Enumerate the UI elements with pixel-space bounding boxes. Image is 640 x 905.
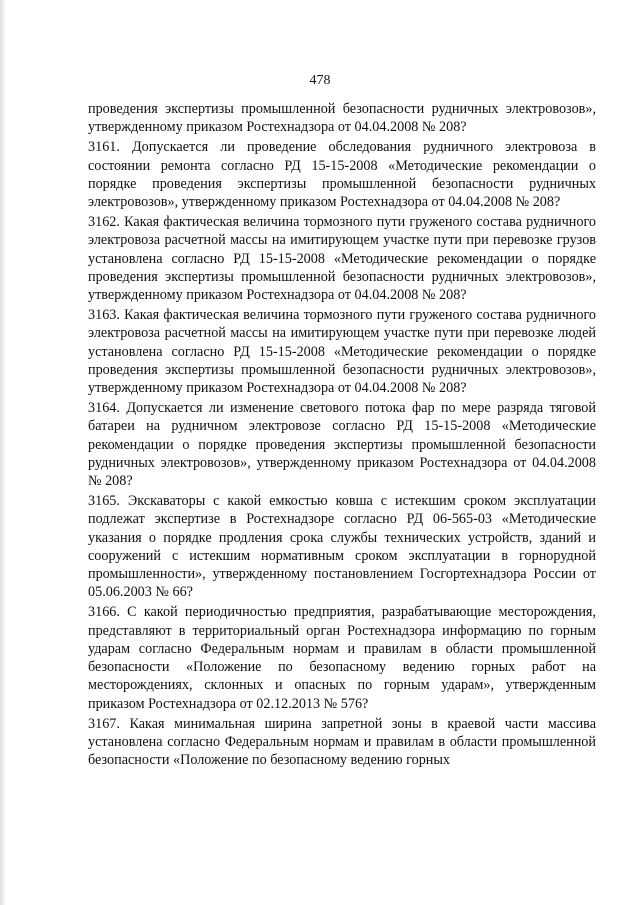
question-3162: 3162. Какая фактическая величина тормозного пути груженого состава рудничного электровоза расчетной массы на имитирующем участке пути при перевозке грузов установлена согласно РД 15-15-2008 «Методические рекомендации о порядке проведения экспертизы промышленной безопасности рудничных электровозов», утвержденному приказом Ростехнадзора от 04.04.2008 № 208? [88,214,596,304]
document-body [88,100,596,769]
continued-paragraph: проведения экспертизы промышленной безопасности рудничных электровозов», утвержденному приказом Ростехнадзора от 04.04.2008 № 208? [88,101,596,136]
question-3164: 3164. Допускается ли изменение светового потока фар по мере разряда тяговой батареи на рудничном электровозе согласно РД 15-15-2008 «Методические рекомендации о порядке проведения экспертизы промышленной безопасности рудничных электровозов», утвержденному приказом Ростехнадзора от 04.04.2008 № 208? [88,400,596,490]
scan-edge-shadow [0,0,6,905]
question-3166: 3166. С какой периодичностью предприятия, разрабатывающие месторождения, представляют в территориальный орган Ростехнадзора информацию по горным ударам согласно Федеральным нормам и правилам в области промышленной безопасности «Положение по безопасному ведению горных работ на месторождениях, склонных и опасных по горным ударам», утвержденным приказом Ростехнадзора от 02.12.2013 № 576? [88,604,596,712]
question-3161: 3161. Допускается ли проведение обследования рудничного электровоза в состоянии ремонта согласно РД 15-15-2008 «Методические рекомендации о порядке проведения экспертизы промышленной безопасности рудничных электровозов», утвержденному приказом Ростехнадзора от 04.04.2008 № 208? [88,139,596,211]
question-3167: 3167. Какая минимальная ширина запретной зоны в краевой части массива установлена согласно Федеральным нормам и правилам в области промышленной безопасности «Положение по безопасному ведению горных [88,715,596,769]
question-3165: 3165. Экскаваторы с какой емкостью ковша с истекшим сроком эксплуатации подлежат экспертизе в Ростехнадзоре согласно РД 06-565-03 «Методические указания о порядке продления срока службы технических устройств, зданий и сооружений с истекшим нормативным сроком эксплуатации в горнорудной промышленности», утвержденному постановлением Госгортехнадзора России от 05.06.2003 № 66? [88,493,596,601]
question-3163: 3163. Какая фактическая величина тормозного пути груженого состава рудничного электровоза расчетной массы на имитирующем участке пути при перевозке людей установлена согласно РД 15-15-2008 «Методические рекомендации о порядке проведения экспертизы промышленной безопасности рудничных электровозов», утвержденному приказом Ростехнадзора от 04.04.2008 № 208? [88,307,596,397]
page-number: 478 [309,73,331,88]
